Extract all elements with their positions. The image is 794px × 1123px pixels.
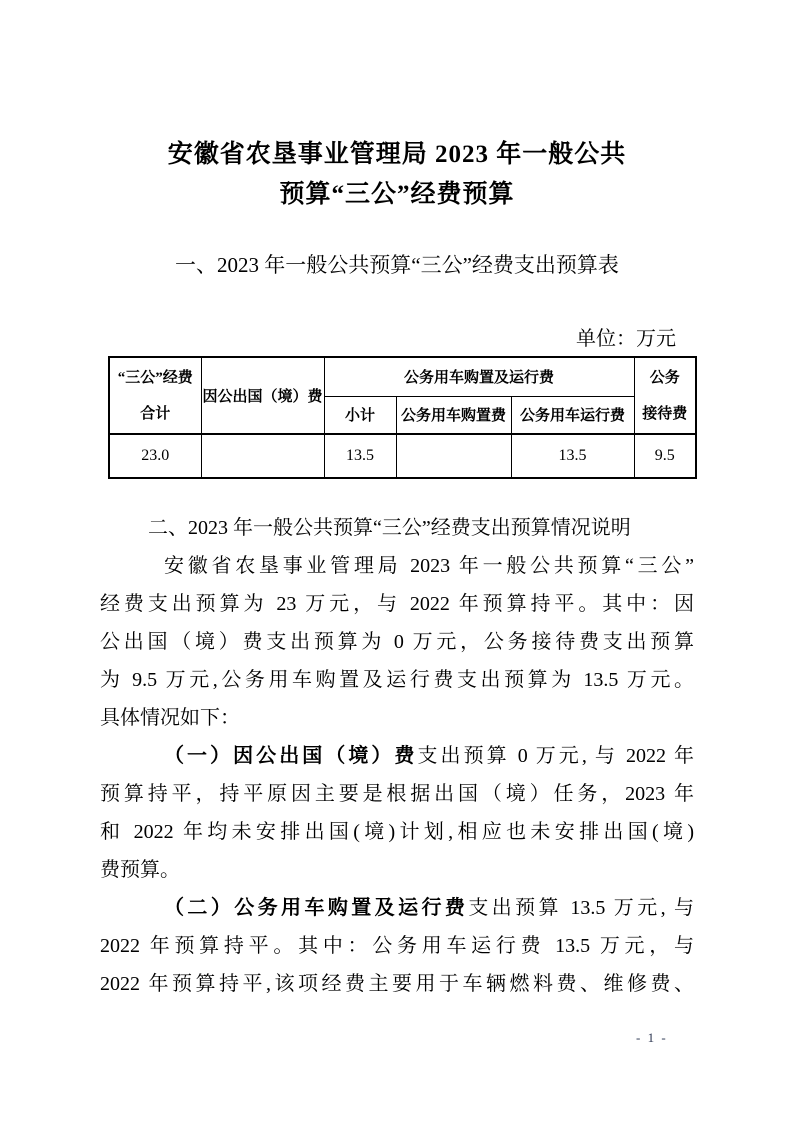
item1-lead: （一）因公出国（境）费 (164, 745, 418, 767)
value-cell-vehicle-purchase (396, 434, 511, 478)
value-cell-reception-fee: 9.5 (634, 434, 696, 478)
item2-line-2: 2022 年预算持平。其中：公务用车运行费 13.5 万元，与 (100, 935, 694, 957)
page-number: - 1 - (636, 1030, 668, 1045)
intro-line-4: 为 9.5 万元,公务用车购置及运行费支出预算为 13.5 万元。 (100, 669, 694, 691)
header-reception-line1: 公务 (649, 369, 680, 386)
document-title-line2: 预算“三公”经费预算 (279, 181, 515, 208)
value-cell-sangong-total: 23.0 (109, 434, 201, 478)
item2-lead: （二）公务用车购置及运行费 (164, 897, 469, 919)
intro-line-5: 具体情况如下： (100, 707, 240, 729)
intro-line-3: 公出国（境）费支出预算为 0 万元，公务接待费支出预算 (100, 631, 694, 653)
value-cell-vehicle-operation: 13.5 (511, 434, 634, 478)
header-cell-abroad-fee: 因公出国（境）费 (201, 357, 324, 434)
item1-line-1 (100, 737, 694, 775)
table-data-row (109, 434, 696, 478)
sangong-budget-table (108, 356, 697, 479)
header-reception-line2: 接待费 (642, 405, 688, 422)
item2-line1-rest: 支出预算 13.5 万元, 与 (468, 897, 695, 919)
section2-body (100, 509, 694, 1003)
section1-heading: 一、2023 年一般公共预算“三公”经费支出预算表 (175, 253, 619, 277)
item2-line-1 (100, 889, 694, 927)
header-cell-vehicle-group: 公务用车购置及运行费 (324, 357, 634, 396)
document-title (100, 135, 694, 215)
header-cell-vehicle-purchase: 公务用车购置费 (396, 396, 511, 434)
header-sangong-total-line2: 合计 (140, 405, 171, 422)
item1-line1-rest: 支出预算 0 万元, 与 2022 年 (417, 745, 695, 767)
header-cell-reception-fee (634, 357, 696, 434)
value-cell-abroad-fee (201, 434, 324, 478)
item2-line-3: 2022 年预算持平,该项经费主要用于车辆燃料费、维修费、 (100, 973, 694, 995)
table-unit-label: 单位：万元 (576, 328, 676, 350)
intro-line-1: 安徽省农垦事业管理局 2023 年一般公共预算“三公” (164, 555, 694, 577)
header-cell-vehicle-operation: 公务用车运行费 (511, 396, 634, 434)
header-sangong-total-line1: “三公”经费 (117, 369, 193, 386)
document-title-line1: 安徽省农垦事业管理局 2023 年一般公共 (167, 141, 627, 168)
section2-heading: 二、2023 年一般公共预算“三公”经费支出预算情况说明 (148, 517, 631, 539)
intro-line-2: 经费支出预算为 23 万元，与 2022 年预算持平。其中：因 (100, 593, 694, 615)
header-cell-sangong-total (109, 357, 201, 434)
value-cell-vehicle-subtotal: 13.5 (324, 434, 396, 478)
item1-line-3: 和 2022 年均未安排出国(境)计划,相应也未安排出国(境) (100, 821, 694, 843)
item1-line-4: 费预算。 (100, 859, 180, 881)
item1-line-2: 预算持平，持平原因主要是根据出国（境）任务，2023 年 (100, 783, 694, 805)
header-cell-vehicle-subtotal: 小计 (324, 396, 396, 434)
table-header-row-1 (109, 357, 696, 396)
